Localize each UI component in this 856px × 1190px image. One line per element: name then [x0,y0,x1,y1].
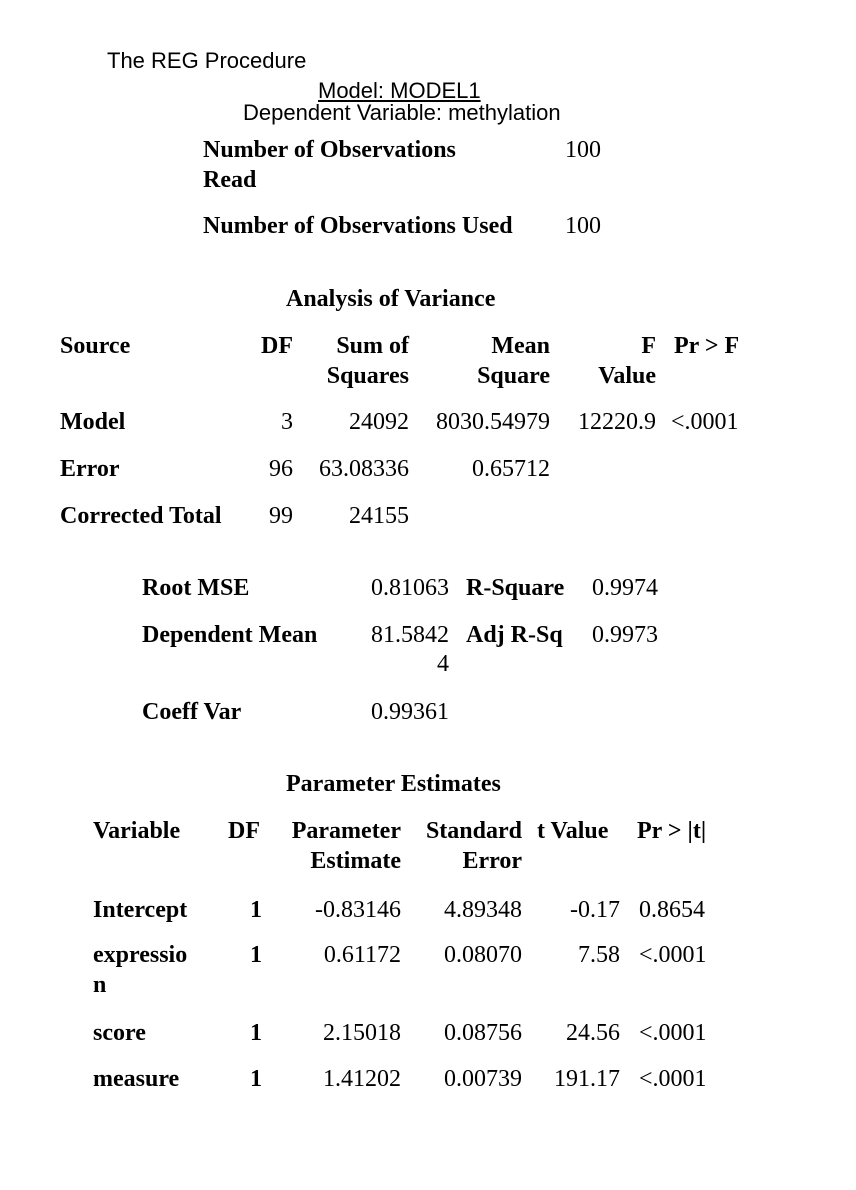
adj-rsq-value: 0.9973 [592,622,658,648]
params-header-df: DF [228,818,260,844]
param-row-tvalue: 191.17 [554,1066,620,1092]
param-row-p: <.0001 [639,1066,707,1092]
anova-header-ms: Mean [491,333,550,359]
param-row-df: 1 [250,1066,262,1092]
coeff-var-value: 0.99361 [371,699,449,725]
param-row-df: 1 [250,897,262,923]
anova-row-ss: 63.08336 [319,456,409,482]
anova-row-df: 99 [269,503,293,529]
anova-row-source: Model [60,409,126,435]
anova-header-ss-cont: Squares [326,363,409,389]
param-row-p: <.0001 [639,1020,707,1046]
param-row-variable: Intercept [93,897,188,923]
anova-row-ms: 8030.54979 [436,409,550,435]
adj-rsq-label: Adj R-Sq [466,622,563,648]
anova-title: Analysis of Variance [286,286,496,312]
anova-row-source: Error [60,456,120,482]
param-row-variable: score [93,1020,146,1046]
obs-read-value: 100 [565,137,601,163]
params-header-estimate-cont: Estimate [310,848,401,874]
params-title: Parameter Estimates [286,771,501,797]
procedure-title: The REG Procedure [107,48,307,73]
anova-header-ss: Sum of [336,333,409,359]
params-header-estimate: Parameter [291,818,401,844]
dep-mean-value: 81.5842 [371,622,449,648]
rsq-value: 0.9974 [592,575,658,601]
anova-row-source: Corrected Total [60,503,222,529]
param-row-tvalue: -0.17 [570,897,620,923]
param-row-variable: expressio [93,942,188,968]
param-row-stderr: 4.89348 [444,897,522,923]
param-row-estimate: 0.61172 [323,942,401,968]
anova-row-p: <.0001 [671,409,739,435]
anova-header-f-cont: Value [598,363,656,389]
params-header-tvalue: t Value [537,818,609,844]
param-row-estimate: -0.83146 [315,897,401,923]
anova-header-p: Pr > F [674,333,740,359]
anova-header-df: DF [261,333,293,359]
param-row-variable-cont: n [93,972,107,998]
param-row-p: <.0001 [639,942,707,968]
param-row-variable: measure [93,1066,180,1092]
rsq-label: R-Square [466,575,565,601]
param-row-estimate: 2.15018 [323,1020,401,1046]
dependent-variable: Dependent Variable: methylation [243,100,561,125]
anova-row-df: 3 [281,409,293,435]
param-row-df: 1 [250,1020,262,1046]
param-row-tvalue: 7.58 [578,942,620,968]
anova-row-f: 12220.9 [578,409,656,435]
root-mse-label: Root MSE [142,575,250,601]
params-header-stderr-cont: Error [462,848,522,874]
params-header-p: Pr > |t| [637,818,707,844]
anova-header-source: Source [60,333,131,359]
coeff-var-label: Coeff Var [142,699,242,725]
params-header-stderr: Standard [425,818,522,844]
root-mse-value: 0.81063 [371,575,449,601]
param-row-tvalue: 24.56 [566,1020,620,1046]
obs-read-label: Number of Observations [203,137,456,163]
param-row-estimate: 1.41202 [323,1066,401,1092]
anova-header-f: F [641,333,656,359]
param-row-df: 1 [250,942,262,968]
anova-row-ss: 24092 [349,409,409,435]
obs-used-label: Number of Observations Used [203,213,513,239]
param-row-stderr: 0.08070 [444,942,522,968]
model-title: Model: MODEL1 [318,78,481,103]
dep-mean-label: Dependent Mean [142,622,318,648]
anova-row-df: 96 [269,456,293,482]
anova-header-ms-cont: Square [477,363,550,389]
param-row-stderr: 0.08756 [444,1020,522,1046]
anova-row-ss: 24155 [349,503,409,529]
anova-row-ms: 0.65712 [472,456,550,482]
param-row-p: 0.8654 [639,897,705,923]
obs-used-value: 100 [565,213,601,239]
dep-mean-value-cont: 4 [437,651,449,677]
param-row-stderr: 0.00739 [444,1066,522,1092]
params-header-variable: Variable [93,818,181,844]
obs-read-label-cont: Read [203,167,257,193]
